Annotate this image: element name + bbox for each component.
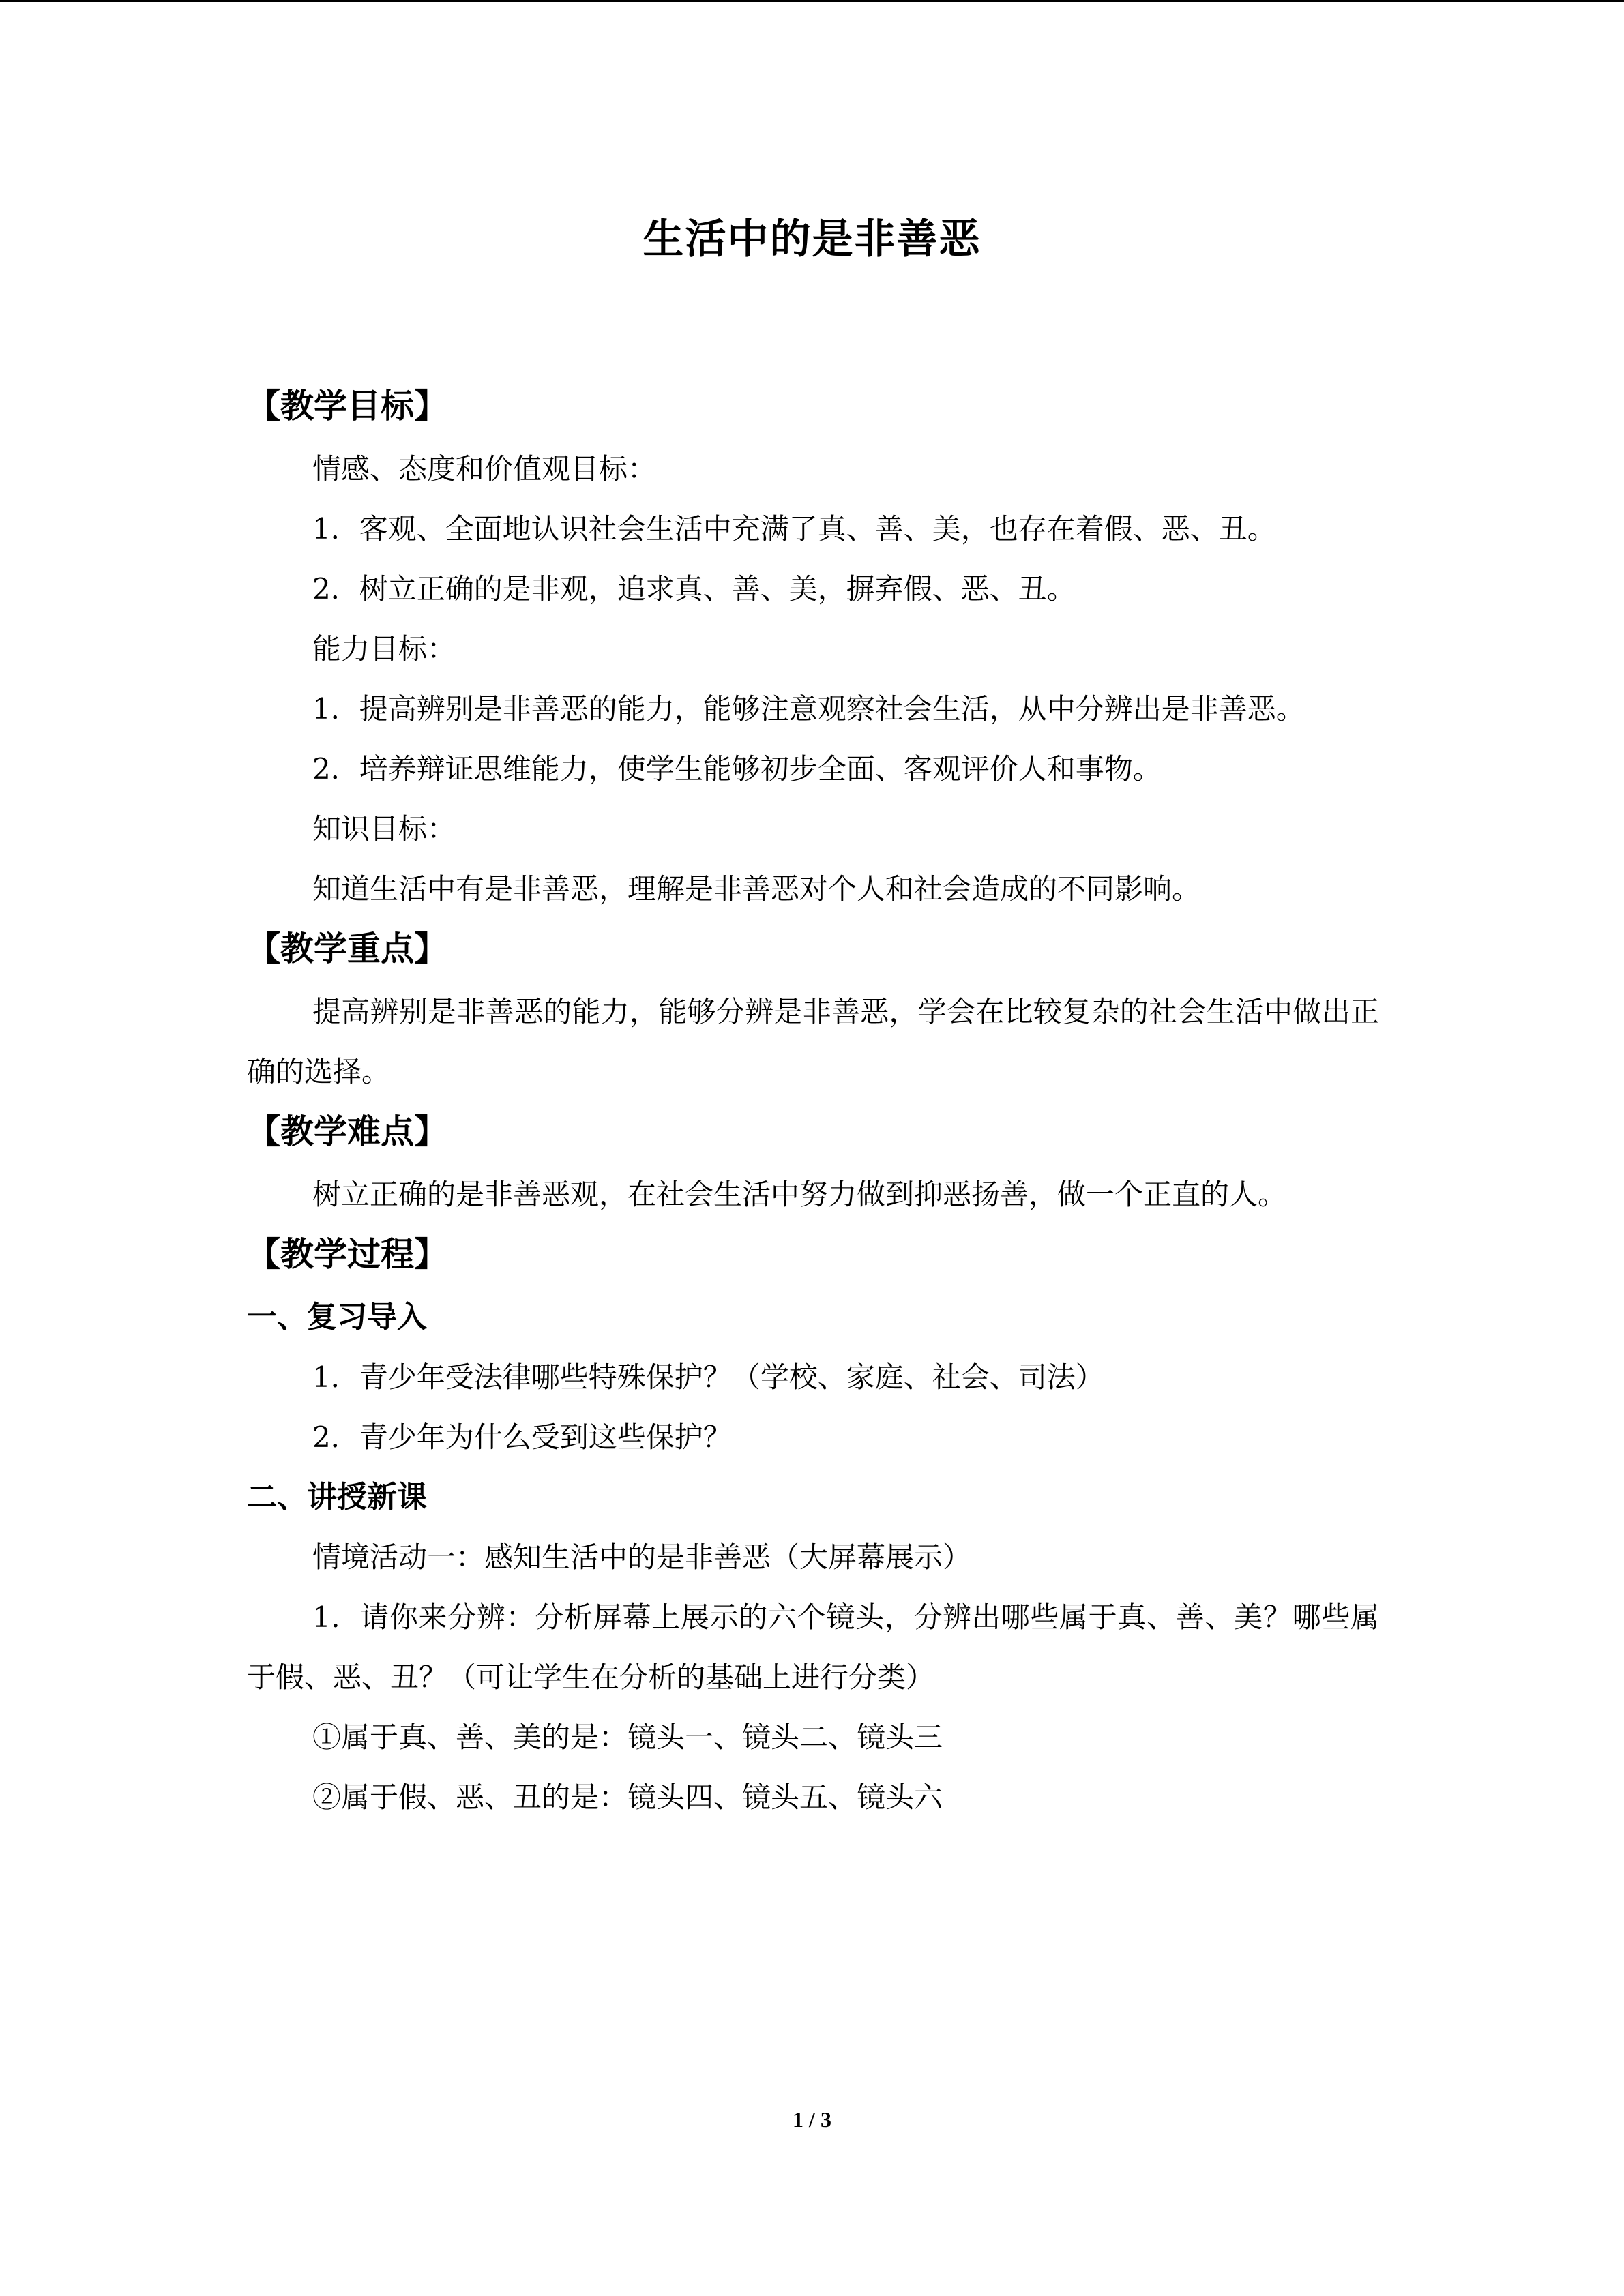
paragraph-answer-2: ②属于假、恶、丑的是：镜头四、镜头五、镜头六 bbox=[312, 1780, 943, 1814]
paragraph-emotion-2: 2．树立正确的是非观，追求真、善、美，摒弃假、恶、丑。 bbox=[312, 572, 1076, 606]
section-heading-process: 【教学过程】 bbox=[247, 1235, 448, 1274]
paragraph-ability-label: 能力目标： bbox=[312, 632, 456, 666]
section-heading-key-points: 【教学重点】 bbox=[247, 929, 448, 968]
paragraph-review-q2: 2．青少年为什么受到这些保护？ bbox=[312, 1420, 732, 1454]
paragraph-difficulties: 树立正确的是非善恶观，在社会生活中努力做到抑恶扬善，做一个正直的人。 bbox=[312, 1178, 1287, 1211]
paragraph-knowledge-1: 知道生活中有是非善恶，理解是非善恶对个人和社会造成的不同影响。 bbox=[312, 872, 1201, 906]
paragraph-knowledge-label: 知识目标： bbox=[312, 812, 456, 846]
paragraph-key-points: 提高辨别是非善恶的能力，能够分辨是非善恶，学会在比较复杂的社会生活中做出正确的选择。 bbox=[247, 995, 1379, 1088]
paragraph-activity-1: 情境活动一：感知生活中的是非善恶（大屏幕展示） bbox=[312, 1540, 972, 1574]
paragraph-answer-1: ①属于真、善、美的是：镜头一、镜头二、镜头三 bbox=[312, 1720, 943, 1754]
paragraph-emotion-1: 1．客观、全面地认识社会生活中充满了真、善、美，也存在着假、恶、丑。 bbox=[312, 512, 1276, 546]
top-border-line bbox=[0, 0, 1624, 2]
paragraph-emotion-label: 情感、态度和价值观目标： bbox=[312, 452, 657, 486]
document-body bbox=[247, 376, 1379, 1828]
paragraph-ability-1: 1．提高辨别是非善恶的能力，能够注意观察社会生活，从中分辨出是非善恶。 bbox=[312, 692, 1305, 726]
paragraph-review-q1: 1．青少年受法律哪些特殊保护？（学校、家庭、社会、司法） bbox=[312, 1360, 1104, 1394]
document-title: 生活中的是非善恶 bbox=[643, 215, 981, 263]
section-heading-objectives: 【教学目标】 bbox=[247, 387, 448, 426]
subheading-new-lesson: 二、讲授新课 bbox=[247, 1480, 427, 1515]
section-heading-difficulties: 【教学难点】 bbox=[247, 1112, 448, 1151]
paragraph-activity-1-q1: 1．请你来分辨：分析屏幕上展示的六个镜头，分辨出哪些属于真、善、美？哪些属于假、恶、丑？（可让学生在分析的基础上进行分类） bbox=[247, 1600, 1379, 1694]
subheading-review: 一、复习导入 bbox=[247, 1300, 427, 1335]
page-number: 1 / 3 bbox=[793, 2107, 831, 2132]
paragraph-ability-2: 2．培养辩证思维能力，使学生能够初步全面、客观评价人和事物。 bbox=[312, 752, 1162, 786]
